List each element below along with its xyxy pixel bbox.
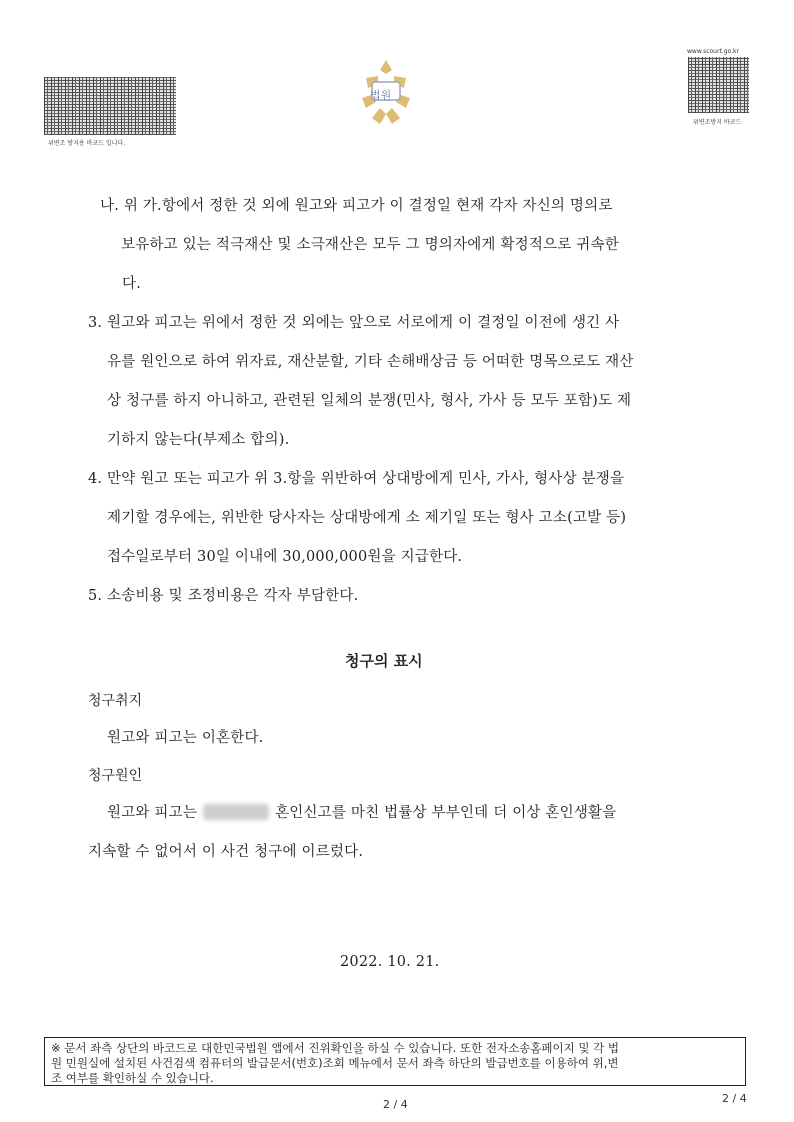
notice-line: 조 여부를 확인하실 수 있습니다. (51, 1071, 214, 1085)
claim-cause-line1-before: 원고와 피고는 (107, 805, 198, 821)
body-line: 기하지 않는다(부제소 합의). (107, 432, 290, 448)
claim-cause-line1-after: 혼인신고를 마친 법률상 부부인데 더 이상 혼인생활을 (275, 805, 617, 821)
claim-heading: 청구의 표시 (345, 652, 423, 670)
seal-text: 법원 (370, 89, 392, 102)
body-line: 접수일로부터 30일 이내에 30,000,000원을 지급한다. (107, 549, 463, 565)
notice-line: ※ 문서 좌측 상단의 바코드로 대한민국법원 앱에서 진위확인을 하실 수 있습니다. 또한 전자소송홈페이지 및 각 법 (51, 1041, 620, 1055)
notice-line: 원 민원실에 설치된 사건검색 컴퓨터의 발급문서(번호)조회 메뉴에서 문서 좌측 하단의 발급번호를 이용하여 위,변 (51, 1056, 619, 1070)
page-number: 2 / 4 (383, 1098, 408, 1111)
claim-cause-line1 (107, 801, 616, 822)
claim-cause-label: 청구원인 (88, 768, 143, 784)
claim-cause-line2: 지속할 수 없어서 이 사건 청구에 이르렀다. (88, 844, 364, 860)
redacted-date (203, 804, 269, 820)
court-website-url: www.scourt.go.kr (687, 48, 739, 55)
body-line: 보유하고 있는 적극재산 및 소극재산은 모두 그 명의자에게 확정적으로 귀속한 (121, 237, 619, 253)
page-number-right: 2 / 4 (722, 1092, 747, 1105)
verification-notice-box (44, 1037, 746, 1086)
left-barcode-caption: 위변조 방지용 바코드 입니다. (48, 140, 126, 147)
verification-qr-code (688, 57, 749, 113)
claim-purpose-text: 원고와 피고는 이혼한다. (107, 730, 264, 746)
body-line: 나. 위 가.항에서 정한 것 외에 원고와 피고가 이 결정일 현재 각자 자신의 명의로 (100, 198, 613, 214)
verification-barcode-left (44, 77, 176, 135)
right-barcode-caption: 위변조방지 바코드 (693, 119, 742, 126)
body-line: 5. 소송비용 및 조정비용은 각자 부담한다. (88, 588, 359, 604)
document-date: 2022. 10. 21. (340, 954, 440, 970)
body-line: 제기할 경우에는, 위반한 당사자는 상대방에게 소 제기일 또는 형사 고소(고발 등) (107, 510, 627, 526)
body-line: 다. (122, 276, 142, 292)
body-line: 유를 원인으로 하여 위자료, 재산분할, 기타 손해배상금 등 어떠한 명목으로도 재산 (107, 354, 634, 370)
claim-purpose-label: 청구취지 (88, 693, 143, 709)
body-line: 4. 만약 원고 또는 피고가 위 3.항을 위반하여 상대방에게 민사, 가사, 형사상 분쟁을 (88, 471, 625, 487)
body-line: 3. 원고와 피고는 위에서 정한 것 외에는 앞으로 서로에게 이 결정일 이전에 생긴 사 (88, 315, 620, 331)
body-line: 상 청구를 하지 아니하고, 관련된 일체의 분쟁(민사, 형사, 가사 등 모두 포함)도 제 (107, 393, 632, 409)
